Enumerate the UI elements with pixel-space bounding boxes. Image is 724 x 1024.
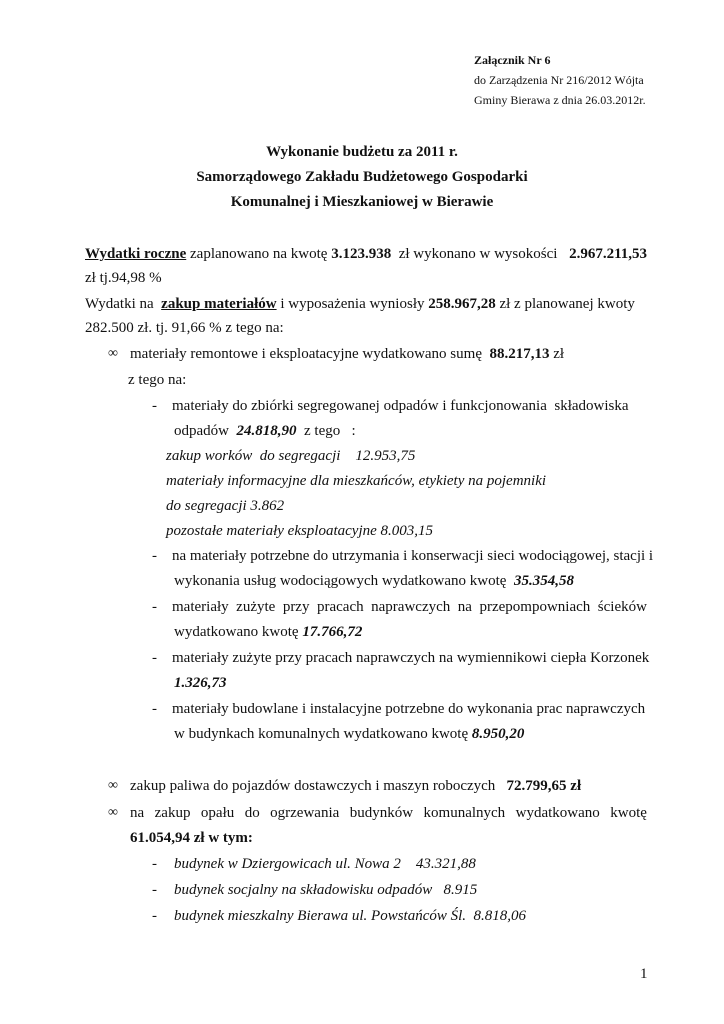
segregation-text: odpadów bbox=[174, 423, 237, 439]
bags-purchase: zakup worków do segregacji 12.953,75 bbox=[166, 448, 416, 464]
pumping-amount-line bbox=[174, 621, 362, 643]
dash-icon: - bbox=[152, 882, 157, 898]
dash-icon: - bbox=[152, 701, 157, 717]
materials-line bbox=[85, 293, 647, 315]
construction-amount-line bbox=[174, 723, 524, 745]
dash-icon: - bbox=[152, 398, 157, 414]
materials-label: zakup materiałów bbox=[161, 296, 277, 312]
building-item: budynek socjalny na składowisku odpadów 8.915 bbox=[174, 882, 478, 898]
page-number: 1 bbox=[640, 966, 648, 982]
materials-percent: 282.500 zł. tj. 91,66 % z tego na: bbox=[85, 320, 284, 336]
planned-amount: 3.123.938 bbox=[331, 246, 392, 262]
executed-amount: 2.967.211,53 bbox=[569, 246, 647, 262]
repair-materials-amount: 88.217,13 bbox=[489, 346, 550, 362]
document-title-line2: Samorządowego Zakładu Budżetowego Gospodarki bbox=[196, 169, 528, 185]
heat-exchanger-line: materiały zużyte przy pracach naprawczych na wymiennikowi ciepła Korzonek bbox=[172, 650, 650, 666]
bullet-icon: ∞ bbox=[108, 346, 118, 361]
water-network-amount: 35.354,58 bbox=[513, 573, 574, 589]
materials-amount: 258.967,28 bbox=[428, 296, 496, 312]
annual-expenses-text-2: zł wykonano w wysokości bbox=[391, 246, 562, 262]
repair-materials-sub: z tego na: bbox=[128, 372, 187, 388]
pumping-amount: 17.766,72 bbox=[302, 624, 363, 640]
annual-expenses-percent: zł tj.94,98 % bbox=[85, 270, 162, 286]
water-network-amount-line bbox=[174, 570, 574, 592]
bullet-icon: ∞ bbox=[108, 805, 118, 820]
annual-expenses-line bbox=[85, 243, 647, 265]
water-network-text: wykonania usług wodociągowych wydatkowano kwotę bbox=[174, 573, 514, 589]
pumping-text: wydatkowano kwotę bbox=[174, 624, 303, 640]
materials-text-2: i wyposażenia wyniosły bbox=[276, 296, 429, 312]
pumping-line: materiały zużyte przy pracach naprawczych na przepompowniach ścieków bbox=[172, 599, 647, 615]
bullet-icon: ∞ bbox=[108, 778, 118, 793]
heat-exchanger-amount: 1.326,73 bbox=[174, 675, 227, 691]
document-title: Wykonanie budżetu za 2011 r. bbox=[266, 144, 458, 160]
annex-ref: do Zarządzenia Nr 216/2012 Wójta bbox=[474, 73, 644, 87]
annual-expenses-text: zaplanowano na kwotę bbox=[186, 246, 332, 262]
segregation-amount-line bbox=[174, 420, 356, 442]
other-materials: pozostałe materiały eksploatacyjne 8.003,15 bbox=[166, 523, 434, 539]
dash-icon: - bbox=[152, 548, 157, 564]
dash-icon: - bbox=[152, 599, 157, 615]
heating-fuel-amount: 61.054,94 zł w tym: bbox=[130, 830, 253, 846]
info-materials: materiały informacyjne dla mieszkańców, etykiety na pojemniki bbox=[166, 473, 547, 489]
materials-text-3: zł z planowanej kwoty bbox=[495, 296, 635, 312]
construction-line: materiały budowlane i instalacyjne potrzebne do wykonania prac naprawczych bbox=[172, 701, 646, 717]
repair-materials-text: materiały remontowe i eksploatacyjne wydatkowano sumę bbox=[130, 346, 490, 362]
repair-materials-line bbox=[130, 343, 564, 365]
water-network-line: na materiały potrzebne do utrzymania i konserwacji sieci wodociągowej, stacji i bbox=[172, 548, 654, 564]
construction-text: w budynkach komunalnych wydatkowano kwotę bbox=[174, 726, 472, 742]
info-materials-amount: do segregacji 3.862 bbox=[166, 498, 285, 514]
construction-amount: 8.950,20 bbox=[471, 726, 525, 742]
building-item: budynek w Dziergowicach ul. Nowa 2 43.321,88 bbox=[174, 856, 476, 872]
annex-label: Załącznik Nr 6 bbox=[474, 53, 551, 67]
fuel-line bbox=[130, 775, 581, 797]
fuel-amount: 72.799,65 zł bbox=[506, 778, 582, 794]
segregation-amount: 24.818,90 bbox=[236, 423, 297, 439]
dash-icon: - bbox=[152, 856, 157, 872]
materials-text: Wydatki na bbox=[85, 296, 158, 312]
dash-icon: - bbox=[152, 908, 157, 924]
segregation-text-2: z tego : bbox=[296, 423, 356, 439]
annual-expenses-label: Wydatki roczne bbox=[85, 246, 187, 262]
annex-date: Gminy Bierawa z dnia 26.03.2012r. bbox=[474, 93, 646, 107]
document-title-line3: Komunalnej i Mieszkaniowej w Bierawie bbox=[230, 194, 494, 210]
segregation-line: materiały do zbiórki segregowanej odpadów i funkcjonowania składowiska bbox=[172, 398, 629, 414]
dash-icon: - bbox=[152, 650, 157, 666]
fuel-text: zakup paliwa do pojazdów dostawczych i maszyn roboczych bbox=[130, 778, 507, 794]
building-item: budynek mieszkalny Bierawa ul. Powstańców Śl. 8.818,06 bbox=[174, 908, 527, 924]
heating-fuel-line: na zakup opału do ogrzewania budynków komunalnych wydatkowano kwotę bbox=[130, 805, 647, 821]
repair-materials-unit: zł bbox=[549, 346, 565, 362]
